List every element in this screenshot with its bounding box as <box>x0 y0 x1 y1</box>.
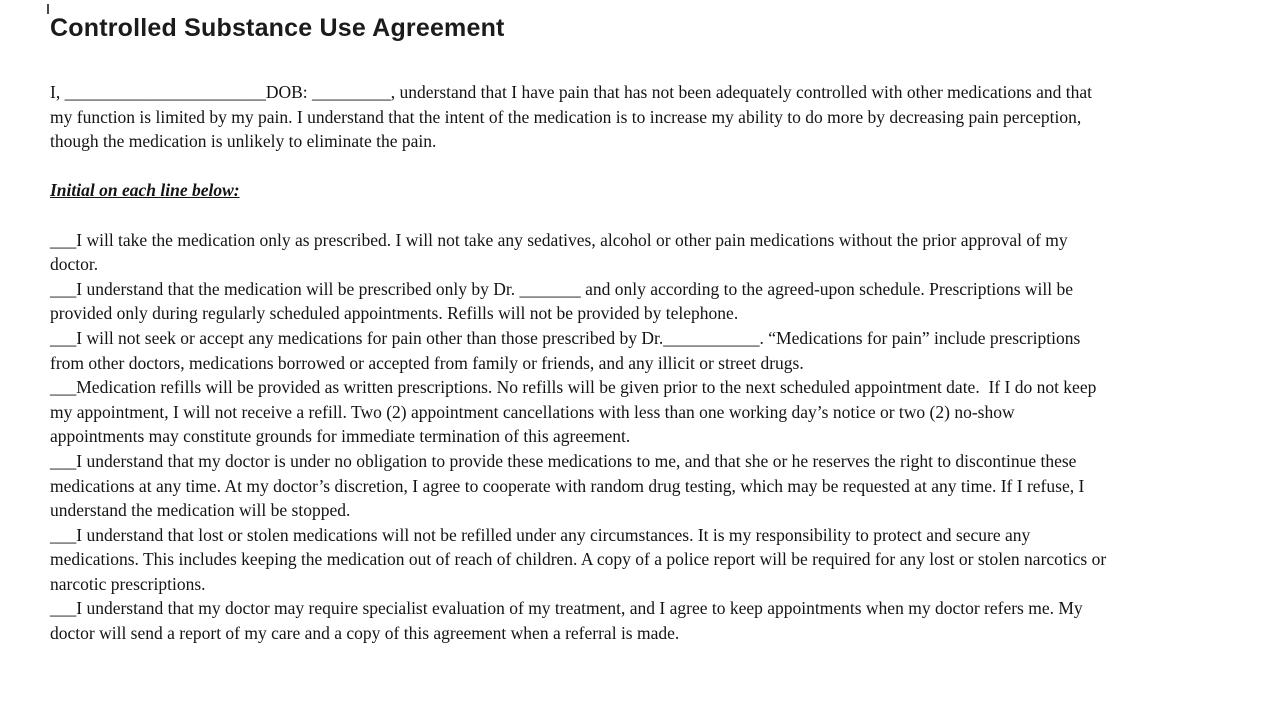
document-page <box>50 0 1112 646</box>
document-title: Controlled Substance Use Agreement <box>50 14 505 42</box>
initial-instruction-heading: Initial on each line below: <box>50 180 240 201</box>
agreement-item-4: ___Medication refills will be provided as written prescriptions. No refills will be given prior to the next scheduled appointment date. If I do not keep my appointment, I will not receive a refill. Two (2) appointment cancellations with less than one working day’s notice or two (2) no-show appointments may constitute grounds for immediate termination of this agreement. <box>50 377 1101 447</box>
agreement-item-1: ___I will take the medication only as prescribed. I will not take any sedatives, alcohol or other pain medications without the prior approval of my doctor. <box>50 229 1073 275</box>
agreement-item-7: ___I understand that my doctor may require specialist evaluation of my treatment, and I agree to keep appointments when my doctor refers me. My doctor will send a report of my care and a copy of this agreement when a referral is made. <box>50 598 1088 644</box>
text-cursor <box>47 4 49 14</box>
intro-paragraph: I, _______________________DOB: _________, understand that I have pain that has not been adequately controlled with other medications and that my function is limited by my pain. I understand that the intent of the medication is to increase my ability to do more by decreasing pain perception, though the medication is unlikely to eliminate the pain. <box>50 82 1097 152</box>
agreement-item-5: ___I understand that my doctor is under no obligation to provide these medications to me, and that she or he reserves the right to discontinue these medications at any time. At my doctor’s discretion, I agree to cooperate with random drug testing, which may be requested at any time. If I refuse, I understand the medication will be stopped. <box>50 450 1089 521</box>
agreement-item-6: ___I understand that lost or stolen medications will not be refilled under any circumstances. It is my responsibility to protect and secure any medications. This includes keeping the medication out of reach of children. A copy of a police report will be required for any lost or stolen narcotics or narcotic prescriptions. <box>50 524 1111 594</box>
agreement-item-2: ___I understand that the medication will be prescribed only by Dr. _______ and only according to the agreed-upon schedule. Prescriptions will be provided only during regularly scheduled appointments. Refills will not be provided by telephone. <box>50 278 1078 324</box>
agreement-item-3: ___I will not seek or accept any medications for pain other than those prescribed by Dr.___________. “Medications for pain” include prescriptions from other doctors, medications borrowed or accepted from family or friends, and any illicit or street drugs. <box>50 327 1085 373</box>
agreement-items <box>50 228 1112 646</box>
